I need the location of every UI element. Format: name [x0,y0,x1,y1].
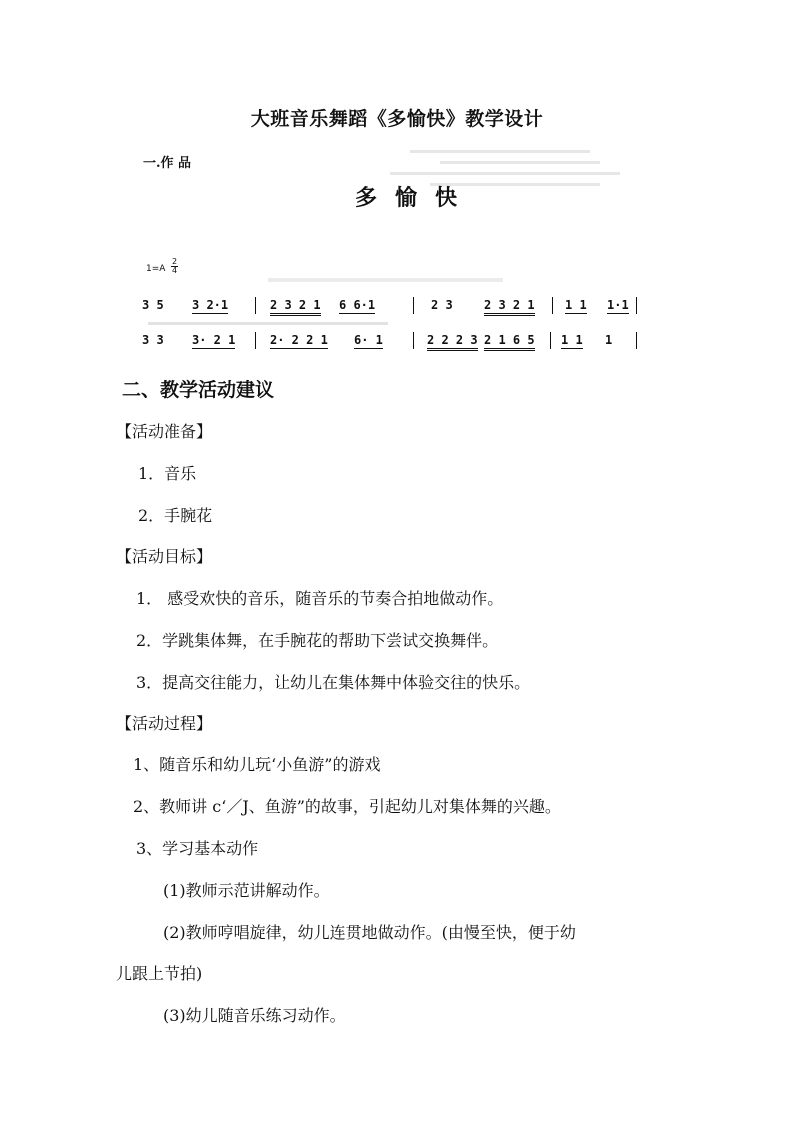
bar-line [550,332,551,349]
sub-item: (1)教师示范讲解动作。 [163,881,330,900]
time-signature-top: 2 [171,257,178,266]
note-group: 3· 2 1 [192,333,236,347]
process-item: 2、教师讲 c‘／J、鱼游”的故事，引起幼儿对集体舞的兴趣。 [133,797,561,816]
bar-line [255,297,256,314]
note-group: 2· 2 2 1 [270,333,328,347]
note-group: 2 3 2 1 [484,298,535,316]
note-group: 2 3 [431,298,453,312]
note-group: 2 1 6 5 [484,333,535,351]
bar-line [413,332,414,349]
goal-item: 1． 感受欢快的音乐，随音乐的节奏合拍地做动作。 [136,589,504,608]
time-signature [171,258,178,275]
sub-item: (3)幼儿随音乐练习动作。 [163,1006,346,1025]
process-item: 3、学习基本动作 [136,839,259,858]
song-title: 多愉快 [354,185,475,211]
note-group: 2 3 2 1 [270,298,321,316]
bar-line [636,332,637,349]
section-2-heading: 二、教学活动建议 [122,379,275,401]
note-group: 3 2·1 [192,298,229,312]
goals-heading: 【活动目标】 [116,547,213,566]
page-title: 大班音乐舞蹈《多愉快》教学设计 [250,108,544,130]
sub-item-continuation: 儿跟上节拍) [116,964,203,983]
process-item: 1、随音乐和幼儿玩‘小鱼游”的游戏 [133,755,381,774]
process-heading: 【活动过程】 [116,714,213,733]
note-group: 1 1 [561,333,583,347]
bar-line [636,297,637,314]
bleed-through-line [148,322,388,325]
time-signature-bottom: 4 [171,266,178,275]
goal-item: 3．提高交往能力，让幼儿在集体舞中体验交往的快乐。 [136,673,531,692]
note-group: 1·1 [607,298,629,312]
bar-line [552,297,553,314]
note-group: 6· 1 [354,333,383,347]
section-1-label: 一.作 品 [143,156,192,171]
key-signature: 1=A [146,264,166,274]
prep-item: 1．音乐 [138,464,197,483]
prep-heading: 【活动准备】 [116,422,213,441]
note-group: 1 1 [565,298,587,312]
note-group: 3 3 [142,333,164,347]
prep-item: 2．手腕花 [138,506,213,525]
note-group: 2 2 2 3 [427,333,478,351]
sub-item: (2)教师哼唱旋律，幼儿连贯地做动作。(由慢至快，便于幼 [163,923,576,942]
goal-item: 2．学跳集体舞，在手腕花的帮助下尝试交换舞伴。 [136,631,499,650]
note-group: 3 5 [142,298,164,312]
bar-line [255,332,256,349]
note-group: 6 6·1 [339,298,376,312]
bleed-through-heading [268,272,503,288]
bar-line [413,297,414,314]
note-group: 1 [605,333,613,347]
